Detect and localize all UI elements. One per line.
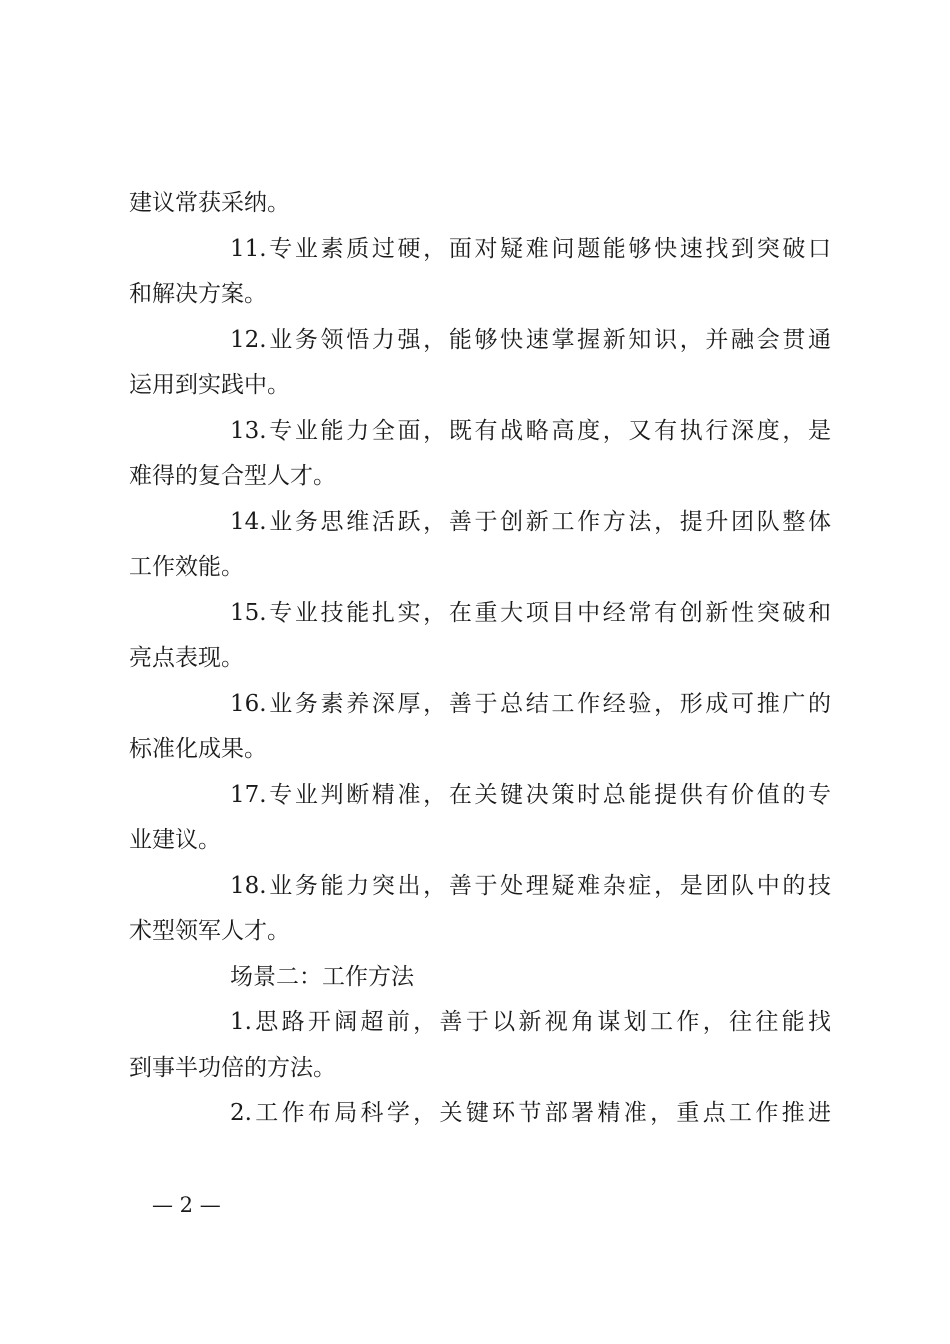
text-line: 到事半功倍的方法。	[129, 1054, 336, 1081]
text-line: 15.专业技能扎实，在重大项目中经常有创新性突破和	[230, 599, 831, 626]
text-line: 术型领军人才。	[129, 918, 290, 944]
text-line: 业建议。	[129, 827, 221, 853]
text-line: 运用到实践中。	[129, 372, 290, 398]
text-line: 12.业务领悟力强，能够快速掌握新知识，并融会贯通	[230, 326, 831, 353]
text-line: 难得的复合型人才。	[129, 463, 336, 489]
text-line: 2.工作布局科学，关键环节部署精准，重点工作推进	[230, 1100, 831, 1126]
text-line: 工作效能。	[129, 554, 244, 580]
section-heading: 场景二：工作方法	[230, 963, 414, 990]
text-line: 1.思路开阔超前，善于以新视角谋划工作，往往能找	[230, 1009, 831, 1035]
text-line: 建议常获采纳。	[129, 190, 290, 216]
text-line: 亮点表现。	[129, 645, 244, 671]
text-line: 16.业务素养深厚，善于总结工作经验，形成可推广的	[230, 690, 831, 717]
document-body	[129, 181, 831, 1137]
text-line: 17.专业判断精准，在关键决策时总能提供有价值的专	[230, 781, 831, 808]
text-line: 14.业务思维活跃，善于创新工作方法，提升团队整体	[230, 508, 831, 535]
page-number: — 2 —	[152, 1193, 221, 1217]
text-line: 和解决方案。	[129, 281, 267, 307]
text-line: 标准化成果。	[129, 736, 267, 762]
text-line: 13.专业能力全面，既有战略高度，又有执行深度，是	[230, 417, 831, 444]
text-line: 11.专业素质过硬，面对疑难问题能够快速找到突破口	[230, 235, 831, 262]
text-line: 18.业务能力突出，善于处理疑难杂症，是团队中的技	[230, 872, 831, 899]
